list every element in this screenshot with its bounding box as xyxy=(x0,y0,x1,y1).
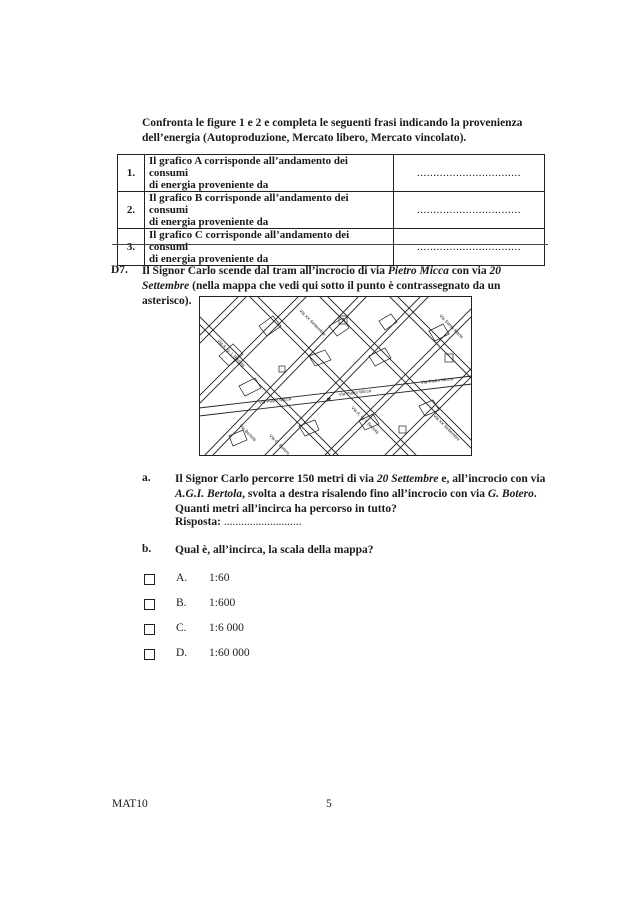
street-map xyxy=(199,296,472,456)
street-label: Via Santa Maria xyxy=(438,313,465,340)
option-letter: C. xyxy=(176,622,187,634)
table-row xyxy=(118,192,545,229)
option-value: 1:60 xyxy=(209,572,230,584)
street-name: Pietro Micca xyxy=(387,265,449,277)
checkbox[interactable] xyxy=(144,649,155,660)
answer-blank[interactable]: ................................ xyxy=(394,192,545,229)
street-label: Via A. G. I. Bertola xyxy=(216,338,246,368)
row-statement-line: di energia proveniente da xyxy=(149,179,269,191)
option-letter: D. xyxy=(176,647,188,659)
checkbox[interactable] xyxy=(144,599,155,610)
street-label: Via Pietro Micca xyxy=(338,388,372,397)
subquestion-b-text: Qual è, all’incirca, la scala della mappa? xyxy=(175,544,374,556)
checkbox[interactable] xyxy=(144,624,155,635)
option-value: 1:600 xyxy=(209,597,236,609)
subquestion-label-b: b. xyxy=(142,543,152,555)
street-label: Via A. G. I. Bertola xyxy=(350,405,380,435)
option-letter: B. xyxy=(176,597,187,609)
row-statement-line: Il grafico A corrisponde all’andamento dei consumi xyxy=(149,155,348,179)
table-row xyxy=(118,229,545,266)
subquestion-a-text xyxy=(175,472,557,517)
row-statement xyxy=(145,192,394,229)
question-text-part: (nella mappa che vedi qui sotto il punto è contrassegnato da un asterisco). xyxy=(142,280,501,307)
street-label: Via Pietro Micca xyxy=(258,396,292,405)
instruction-line-1: Confronta le figure 1 e 2 e completa le seguenti frasi indicando la provenienza xyxy=(142,117,523,129)
question-text-part: . Quanti metri all’incirca ha percorso in tutto? xyxy=(175,488,537,515)
street-name: 20 Settembre xyxy=(376,473,439,485)
row-statement-line: di energia proveniente da xyxy=(149,216,269,228)
page-number: 5 xyxy=(326,798,332,810)
question-text-part: con via xyxy=(448,265,490,277)
row-number: 3. xyxy=(118,229,145,266)
answer-blank[interactable]: ........................... xyxy=(221,516,302,528)
street-name: A.G.I. Bertola xyxy=(175,488,243,500)
row-statement xyxy=(145,155,394,192)
instruction-line-2: dell’energia (Autoproduzione, Mercato libero, Mercato vincolato). xyxy=(142,132,467,144)
row-statement xyxy=(145,229,394,266)
question-text-part: , svolta a destra risalendo fino all’incrocio con via xyxy=(242,488,488,500)
answer-blank[interactable]: ................................ xyxy=(394,155,545,192)
street-label: Via Pietro Micca xyxy=(420,376,454,385)
subquestion-label-a: a. xyxy=(142,472,151,484)
row-statement-line: Il grafico B corrisponde all’andamento dei consumi xyxy=(149,192,349,216)
street-name: G. Botero xyxy=(487,488,534,500)
section-divider xyxy=(112,244,548,245)
question-text-part: e, all’incrocio con via xyxy=(438,473,546,485)
row-number: 1. xyxy=(118,155,145,192)
answer-line xyxy=(175,516,302,528)
street-name: 20 Settembre xyxy=(142,265,501,292)
checkbox[interactable] xyxy=(144,574,155,585)
question-number: D7. xyxy=(111,264,128,276)
instruction-text xyxy=(142,116,547,146)
row-statement-line: di energia proveniente da xyxy=(149,253,269,265)
street-label: Via G. Botero xyxy=(268,433,291,456)
street-label: Via XX Settembre xyxy=(432,413,462,442)
option-value: 1:60 000 xyxy=(209,647,250,659)
question-text-part: Il Signor Carlo scende dal tram all’incrocio di via xyxy=(142,265,388,277)
asterisk-marker: * xyxy=(327,396,331,407)
table-row xyxy=(118,155,545,192)
street-label: Via XX Settembre xyxy=(298,308,328,337)
document-code: MAT10 xyxy=(112,798,148,810)
answer-blank[interactable]: ................................ xyxy=(394,229,545,266)
completion-table xyxy=(117,154,545,266)
answer-label: Risposta: xyxy=(175,516,222,528)
row-number: 2. xyxy=(118,192,145,229)
option-letter: A. xyxy=(176,572,188,584)
question-text-part: Il Signor Carlo percorre 150 metri di via xyxy=(175,473,377,485)
option-value: 1:6 000 xyxy=(209,622,244,634)
street-label: Via Bertola xyxy=(238,423,258,443)
row-statement-line: Il grafico C corrisponde all’andamento dei consumi xyxy=(149,229,350,253)
